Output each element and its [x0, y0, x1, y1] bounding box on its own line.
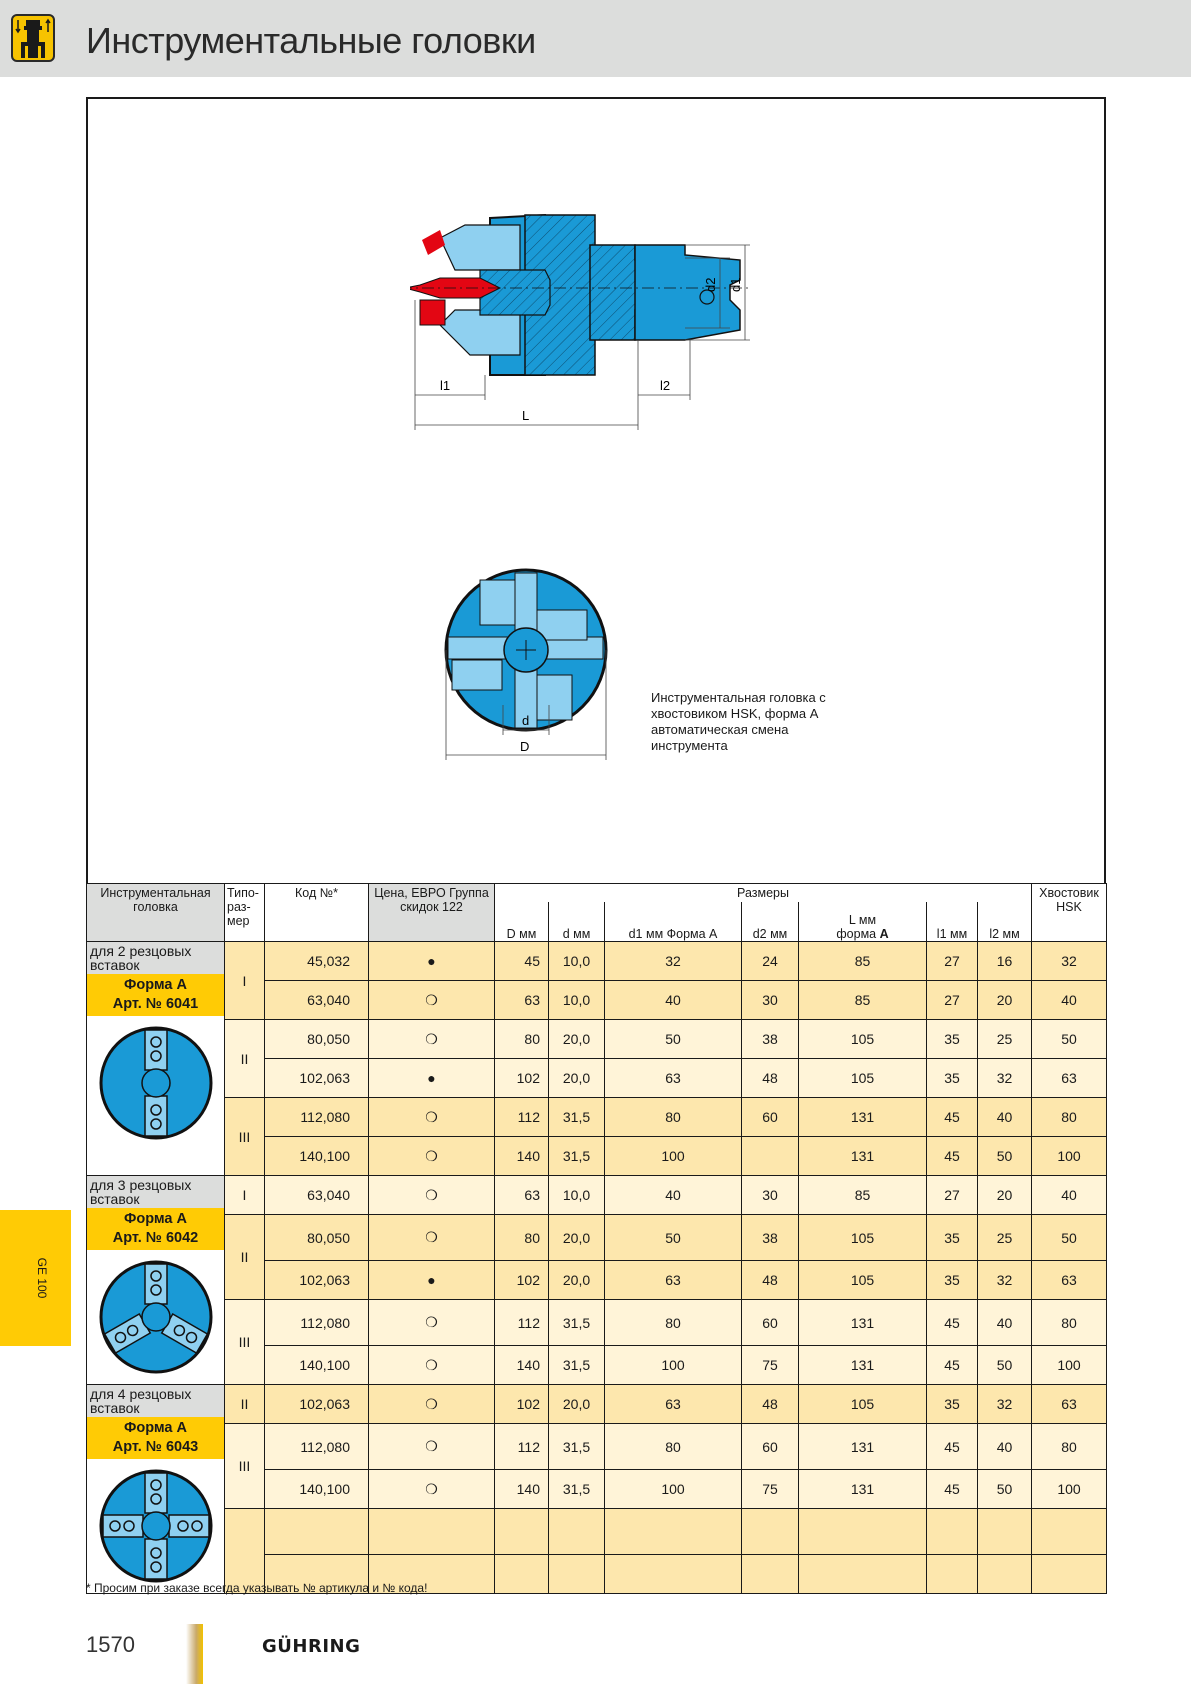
cell-D: [495, 1555, 549, 1594]
cell-hsk: 100: [1032, 1137, 1107, 1176]
cell-hsk: 40: [1032, 1176, 1107, 1215]
cell-l1: 45: [927, 1098, 978, 1137]
col-l1: l1 мм: [927, 902, 978, 942]
dim-d1-label: d1: [728, 277, 743, 292]
cell-price: ❍: [369, 1385, 495, 1424]
cell-price: ●: [369, 942, 495, 981]
cell-l2: 25: [978, 1215, 1032, 1261]
cell-D: 112: [495, 1300, 549, 1346]
cell-hsk: 63: [1032, 1261, 1107, 1300]
cell-d2: 30: [742, 981, 799, 1020]
cell-hsk: 80: [1032, 1300, 1107, 1346]
cell-l2: 16: [978, 942, 1032, 981]
col-d1: d1 мм Форма А: [605, 902, 742, 942]
cell-d1: 100: [605, 1470, 742, 1509]
col-code: Код №*: [265, 884, 369, 942]
cell-d: 31,5: [549, 1300, 605, 1346]
col-D: D мм: [495, 902, 549, 942]
cell-L: 105: [799, 1059, 927, 1098]
cell-d2: 75: [742, 1470, 799, 1509]
cell-L: 105: [799, 1020, 927, 1059]
table-row: [87, 942, 1107, 981]
cell-d2: [742, 1509, 799, 1555]
cell-code: 140,100: [265, 1346, 369, 1385]
side-view-drawing: [410, 200, 840, 470]
tool-body: [410, 215, 740, 375]
group-image: [87, 1459, 224, 1593]
cell-L: 131: [799, 1098, 927, 1137]
cell-l1: 35: [927, 1261, 978, 1300]
cell-l1: 27: [927, 981, 978, 1020]
col-l2: l2 мм: [978, 902, 1032, 942]
col-L: [799, 902, 927, 942]
group-label-text: для 4 резцовых вставок: [87, 1385, 224, 1417]
col-hsk: Хвостовик HSK: [1032, 884, 1107, 942]
table-row: [87, 1509, 1107, 1555]
cell-L: 131: [799, 1300, 927, 1346]
cell-L: 85: [799, 981, 927, 1020]
group-art: Арт. № 6042: [112, 1230, 199, 1246]
cell-l2: 20: [978, 981, 1032, 1020]
cell-d1: 40: [605, 1176, 742, 1215]
col-d: d мм: [549, 902, 605, 942]
cell-l1: 27: [927, 942, 978, 981]
cell-price: ❍: [369, 1020, 495, 1059]
toolhead-icon: [11, 14, 55, 62]
cell-price: ❍: [369, 981, 495, 1020]
cell-code: 102,063: [265, 1059, 369, 1098]
group-label-text: для 3 резцовых вставок: [87, 1176, 224, 1208]
cell-price: ●: [369, 1261, 495, 1300]
size-cell: II: [225, 1385, 265, 1424]
group-form: Форма A: [124, 1420, 187, 1436]
cell-d2: 38: [742, 1020, 799, 1059]
cell-d1: 63: [605, 1261, 742, 1300]
cell-L: 85: [799, 942, 927, 981]
cell-d2: [742, 1555, 799, 1594]
cell-l2: 32: [978, 1385, 1032, 1424]
cell-price: ❍: [369, 1098, 495, 1137]
cell-l1: [927, 1555, 978, 1594]
cell-d: [549, 1555, 605, 1594]
cell-hsk: 100: [1032, 1470, 1107, 1509]
cell-hsk: [1032, 1509, 1107, 1555]
cell-D: 140: [495, 1137, 549, 1176]
cell-D: 112: [495, 1424, 549, 1470]
cell-d: 20,0: [549, 1385, 605, 1424]
cell-l2: 20: [978, 1176, 1032, 1215]
cell-code: 45,032: [265, 942, 369, 981]
cell-d: 10,0: [549, 942, 605, 981]
cell-d1: 63: [605, 1385, 742, 1424]
brand-logo: GÜHRING: [262, 1636, 361, 1657]
cell-L: 131: [799, 1470, 927, 1509]
cell-d1: 80: [605, 1098, 742, 1137]
cell-d2: 48: [742, 1261, 799, 1300]
cell-d: 20,0: [549, 1059, 605, 1098]
cell-d: 31,5: [549, 1424, 605, 1470]
cell-l2: 50: [978, 1137, 1032, 1176]
cell-code: 112,080: [265, 1300, 369, 1346]
cell-L: [799, 1509, 927, 1555]
cell-d: 31,5: [549, 1098, 605, 1137]
cell-d: 10,0: [549, 981, 605, 1020]
col-price: Цена, ЕВРО Группа скидок 122: [369, 884, 495, 942]
cell-price: ❍: [369, 1346, 495, 1385]
cell-d1: [605, 1555, 742, 1594]
cell-d: 31,5: [549, 1137, 605, 1176]
cell-L: 85: [799, 1176, 927, 1215]
cell-price: [369, 1509, 495, 1555]
group-art: Арт. № 6041: [112, 996, 199, 1012]
insert-layout-3-icon: [97, 1258, 215, 1376]
cell-l2: 40: [978, 1098, 1032, 1137]
cell-d1: [605, 1509, 742, 1555]
cell-D: 140: [495, 1346, 549, 1385]
cell-l2: 32: [978, 1261, 1032, 1300]
cell-L: 105: [799, 1261, 927, 1300]
dim-L-label: L: [522, 408, 530, 423]
cell-L: 131: [799, 1346, 927, 1385]
size-cell: I: [225, 942, 265, 1020]
cell-l1: [927, 1509, 978, 1555]
group-form: Форма A: [124, 977, 187, 993]
cell-hsk: 63: [1032, 1059, 1107, 1098]
table-row: [87, 1385, 1107, 1424]
cell-d2: 48: [742, 1059, 799, 1098]
cell-l1: 35: [927, 1215, 978, 1261]
dim-d2-label: d2: [703, 277, 718, 292]
table-row: [87, 1020, 1107, 1059]
cell-price: ❍: [369, 1424, 495, 1470]
cell-code: 102,063: [265, 1261, 369, 1300]
group-form-art: [87, 1208, 224, 1250]
dim-d-label: d: [522, 713, 530, 728]
group-form-art: [87, 974, 224, 1016]
cell-l2: 32: [978, 1059, 1032, 1098]
drawing-caption: Инструментальная головка с хвостовиком HSK, форма А автоматическая смена инструмента: [651, 690, 826, 753]
cell-d: [549, 1509, 605, 1555]
page-header: [0, 0, 1191, 77]
cell-hsk: 100: [1032, 1346, 1107, 1385]
cell-hsk: 63: [1032, 1385, 1107, 1424]
cell-d1: 40: [605, 981, 742, 1020]
cell-d1: 100: [605, 1346, 742, 1385]
insert-layout-2-icon: [97, 1024, 215, 1142]
col-dimensions: Размеры: [495, 884, 1032, 902]
product-table: [86, 883, 1107, 1594]
cell-l1: 35: [927, 1020, 978, 1059]
col-L-line2: форма: [836, 927, 880, 941]
cell-d1: 100: [605, 1137, 742, 1176]
cell-price: ❍: [369, 1176, 495, 1215]
cell-d2: 60: [742, 1424, 799, 1470]
cell-d1: 80: [605, 1424, 742, 1470]
cell-code: 63,040: [265, 981, 369, 1020]
cell-d: 10,0: [549, 1176, 605, 1215]
cell-hsk: 50: [1032, 1215, 1107, 1261]
cell-price: ❍: [369, 1215, 495, 1261]
size-cell: III: [225, 1424, 265, 1509]
size-cell: II: [225, 1215, 265, 1300]
group-image: [87, 1016, 224, 1150]
cell-price: ❍: [369, 1137, 495, 1176]
size-cell: III: [225, 1300, 265, 1385]
cell-code: 80,050: [265, 1215, 369, 1261]
cell-l1: 45: [927, 1137, 978, 1176]
cell-price: ●: [369, 1059, 495, 1098]
cell-D: 80: [495, 1215, 549, 1261]
footnote: * Просим при заказе всегда указывать № артикула и № кода!: [86, 1581, 428, 1595]
cell-hsk: 50: [1032, 1020, 1107, 1059]
group-label: [87, 942, 225, 1176]
col-L-bold: A: [879, 927, 889, 941]
cell-d2: 75: [742, 1346, 799, 1385]
cell-d2: 60: [742, 1300, 799, 1346]
table-row: [87, 1176, 1107, 1215]
cell-d2: 24: [742, 942, 799, 981]
cell-d1: 63: [605, 1059, 742, 1098]
cell-d1: 80: [605, 1300, 742, 1346]
insert-layout-4-icon: [97, 1467, 215, 1585]
cell-hsk: 80: [1032, 1098, 1107, 1137]
cell-l2: 40: [978, 1424, 1032, 1470]
cell-l2: [978, 1509, 1032, 1555]
page-title: Инструментальные головки: [86, 20, 536, 61]
size-cell: I: [225, 1176, 265, 1215]
cell-l1: 35: [927, 1059, 978, 1098]
cell-d2: 48: [742, 1385, 799, 1424]
size-cell: III: [225, 1098, 265, 1176]
cell-d2: 60: [742, 1098, 799, 1137]
cell-D: 140: [495, 1470, 549, 1509]
group-form: Форма A: [124, 1211, 187, 1227]
group-image: [87, 1250, 224, 1384]
cell-l2: 50: [978, 1470, 1032, 1509]
cell-D: 102: [495, 1059, 549, 1098]
cell-D: 102: [495, 1385, 549, 1424]
dim-D-label: D: [520, 739, 530, 754]
col-head: Инструментальная головка: [87, 884, 225, 942]
section-tab: [0, 1210, 71, 1346]
col-size: [225, 884, 265, 942]
cell-l2: 40: [978, 1300, 1032, 1346]
cell-D: [495, 1509, 549, 1555]
table-row: [87, 1424, 1107, 1470]
cell-l1: 35: [927, 1385, 978, 1424]
cell-hsk: [1032, 1555, 1107, 1594]
cell-d: 20,0: [549, 1261, 605, 1300]
cell-d1: 50: [605, 1215, 742, 1261]
cell-l1: 27: [927, 1176, 978, 1215]
cell-d: 31,5: [549, 1470, 605, 1509]
page-number: 1570: [86, 1632, 135, 1657]
cell-hsk: 32: [1032, 942, 1107, 981]
cell-d2: [742, 1137, 799, 1176]
cell-L: [799, 1555, 927, 1594]
cell-D: 63: [495, 1176, 549, 1215]
cell-D: 45: [495, 942, 549, 981]
cell-code: 80,050: [265, 1020, 369, 1059]
cell-D: 80: [495, 1020, 549, 1059]
cell-l1: 45: [927, 1346, 978, 1385]
cell-d1: 32: [605, 942, 742, 981]
group-label: [87, 1385, 225, 1594]
cell-hsk: 80: [1032, 1424, 1107, 1470]
cell-code: 140,100: [265, 1470, 369, 1509]
cell-D: 112: [495, 1098, 549, 1137]
cell-d2: 30: [742, 1176, 799, 1215]
cell-l1: 45: [927, 1470, 978, 1509]
cell-D: 63: [495, 981, 549, 1020]
group-form-art: [87, 1417, 224, 1459]
table-row: [87, 1215, 1107, 1261]
cell-code: 140,100: [265, 1137, 369, 1176]
dim-l1-label: l1: [440, 378, 451, 393]
group-label-text: для 2 резцовых вставок: [87, 942, 224, 974]
table-row: [87, 1098, 1107, 1137]
front-view-drawing: [440, 565, 620, 795]
cell-hsk: 40: [1032, 981, 1107, 1020]
cell-l2: 25: [978, 1020, 1032, 1059]
cell-code: [265, 1509, 369, 1555]
section-tab-label: GE 100: [35, 1257, 49, 1299]
group-label: [87, 1176, 225, 1385]
cell-code: 102,063: [265, 1385, 369, 1424]
cell-L: 131: [799, 1424, 927, 1470]
group-art: Арт. № 6043: [112, 1439, 199, 1455]
cell-d1: 50: [605, 1020, 742, 1059]
col-size-label: Типо- раз- мер: [227, 886, 259, 928]
table-body: [87, 942, 1107, 1594]
cell-l2: 50: [978, 1346, 1032, 1385]
cell-l1: 45: [927, 1300, 978, 1346]
cell-code: 63,040: [265, 1176, 369, 1215]
table-row: [87, 1300, 1107, 1346]
cell-price: ❍: [369, 1300, 495, 1346]
cell-D: 102: [495, 1261, 549, 1300]
size-cell: II: [225, 1020, 265, 1098]
cell-code: 112,080: [265, 1424, 369, 1470]
col-d2: d2 мм: [742, 902, 799, 942]
cell-l2: [978, 1555, 1032, 1594]
cell-L: 105: [799, 1385, 927, 1424]
cell-d: 31,5: [549, 1346, 605, 1385]
cell-d2: 38: [742, 1215, 799, 1261]
col-L-line1: L мм: [848, 913, 877, 927]
cell-price: ❍: [369, 1470, 495, 1509]
cell-L: 105: [799, 1215, 927, 1261]
cell-L: 131: [799, 1137, 927, 1176]
cell-code: 112,080: [265, 1098, 369, 1137]
dim-l2-label: l2: [660, 378, 671, 393]
cell-d: 20,0: [549, 1020, 605, 1059]
footer-accent-bar: [186, 1624, 203, 1684]
cell-l1: 45: [927, 1424, 978, 1470]
cell-d: 20,0: [549, 1215, 605, 1261]
